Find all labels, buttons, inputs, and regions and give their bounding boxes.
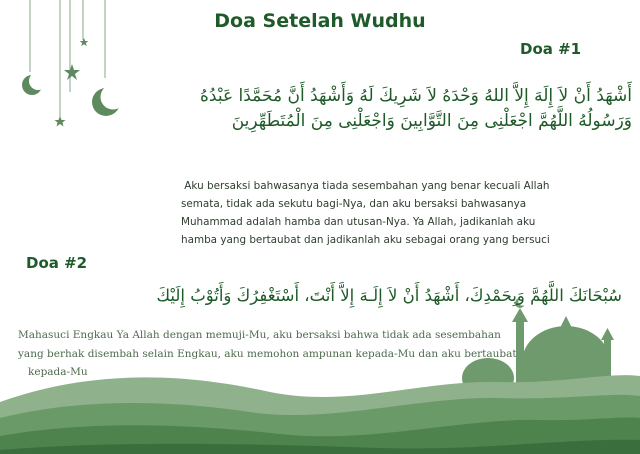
- translation-line: Muhammad adalah hamba dan utusan-Nya. Ya Allah, jadikanlah aku: [181, 216, 536, 228]
- doa-1-translation: [181, 177, 611, 249]
- translation-line: yang berhak disembah selain Engkau, aku memohon ampunan kepada-Mu dan aku bertaubat: [18, 347, 517, 360]
- doa-1-arabic-text: أَشْهَدُ أَنْ لاَ إِلَهَ إِلاَّ اللهُ وَحْدَهُ لاَ شَرِيكَ لَهُ وَأَشْهَدُ أَنَّ مُحَمَّدًا عَبْدُهُ وَرَسُولُهُ اللَّهُمَّ اجْعَلْنِى مِنَ التَّوَّابِينَ وَاجْعَلْنِى مِنَ الْمُتَطَهِّرِينَ: [200, 86, 632, 131]
- doa-2-translation: [18, 326, 528, 382]
- translation-line: semata, tidak ada sekutu bagi-Nya, dan aku bersaksi bahwasanya: [181, 198, 527, 210]
- doa-2-label: Doa #2: [26, 254, 88, 272]
- translation-line: Mahasuci Engkau Ya Allah dengan memuji-Mu, aku bersaksi bahwa tidak ada sesembahan: [18, 329, 501, 341]
- doa-1-label: Doa #1: [520, 40, 582, 58]
- translation-line: Aku bersaksi bahwasanya tiada sesembahan yang benar kecuali Allah: [181, 180, 550, 192]
- page-title: Doa Setelah Wudhu: [214, 10, 426, 32]
- translation-line: hamba yang bertaubat dan jadikanlah aku sebagai orang yang bersuci: [181, 234, 550, 246]
- doa-2-arabic-text: سُبْحَانَكَ اللَّهُمَّ وَبِحَمْدِكَ، أَشْهَدُ أَنْ لاَ إِلَـهَ إِلاَّ أَنْتَ، أَسْتَغْفِرُكَ وَأَتُوْبُ إِلَيْكَ: [156, 286, 622, 305]
- translation-line: kepada-Mu: [28, 366, 88, 378]
